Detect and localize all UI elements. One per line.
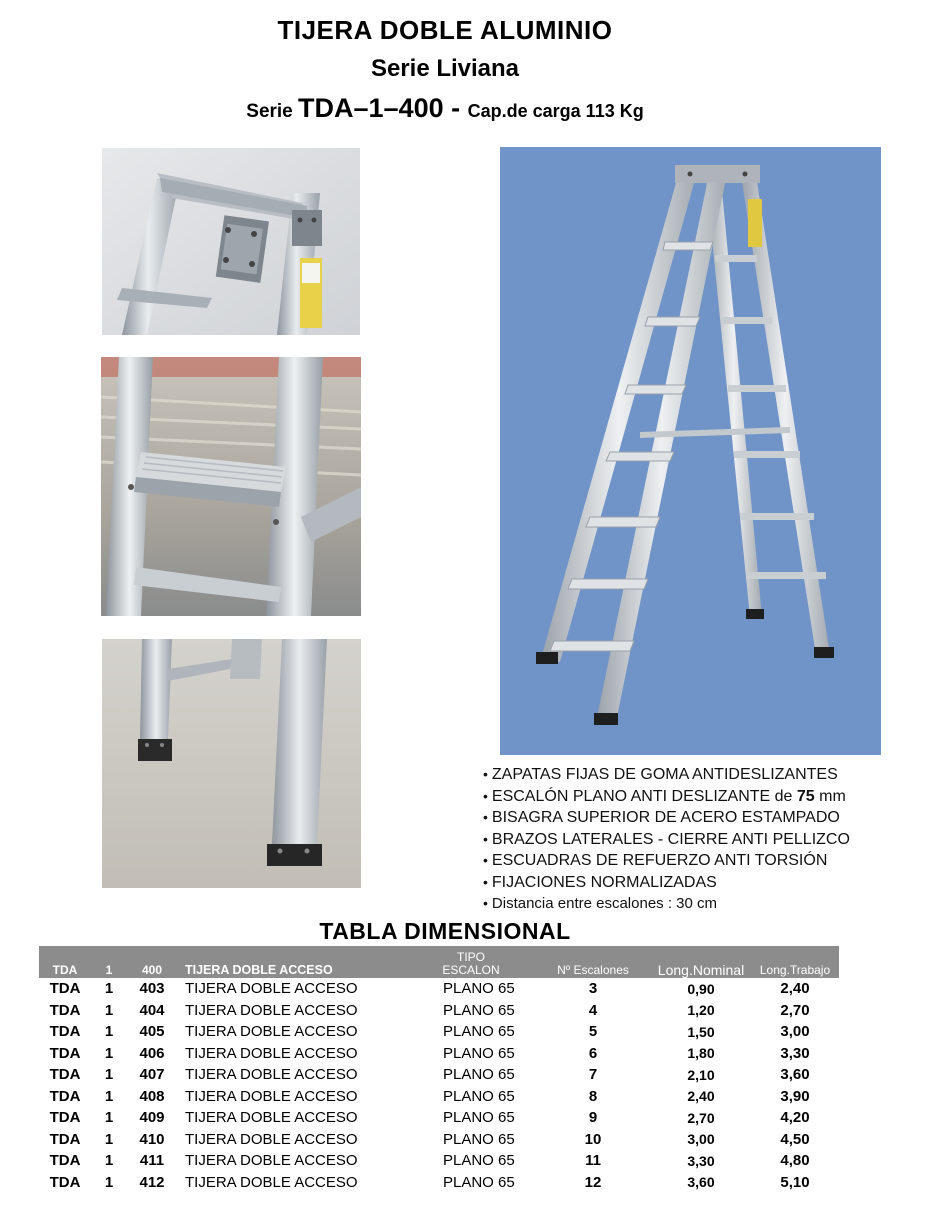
- cell-nominal-length: 3,00: [687, 1131, 715, 1148]
- cell-description: TIJERA DOBLE ACCESO: [185, 1173, 358, 1191]
- header-step-type: TIPO ESCALON: [407, 946, 535, 978]
- cell-step-type: PLANO 65: [443, 980, 515, 998]
- bullet-icon: •: [483, 895, 488, 911]
- cell-step-type: PLANO 65: [443, 1001, 515, 1019]
- header-step-count: Nº Escalones: [535, 946, 651, 978]
- cell-num: 1: [104, 1023, 114, 1041]
- cell-model: 409: [139, 1109, 165, 1127]
- cell-working-length: 2,40: [780, 980, 810, 998]
- cell-step-type: PLANO 65: [443, 1173, 515, 1191]
- cell-nominal-length: 2,70: [687, 1109, 715, 1126]
- cell-working-length: 3,30: [780, 1044, 810, 1062]
- cell-code: TDA: [49, 1109, 81, 1127]
- cell-step-type: PLANO 65: [443, 1152, 515, 1170]
- cell-model: 406: [139, 1044, 165, 1062]
- cell-code: TDA: [49, 1023, 81, 1041]
- cell-step-count: 8: [588, 1087, 598, 1105]
- feature-item: • BRAZOS LATERALES - CIERRE ANTI PELLIZCO: [483, 830, 850, 848]
- cell-step-count: 5: [588, 1023, 598, 1041]
- cell-num: 1: [104, 1066, 114, 1084]
- bullet-icon: •: [483, 852, 488, 868]
- cell-description: TIJERA DOBLE ACCESO: [185, 1066, 358, 1084]
- cell-num: 1: [104, 1087, 114, 1105]
- cell-nominal-length: 0,90: [687, 980, 715, 997]
- feature-item: • Distancia entre escalones : 30 cm: [483, 895, 718, 912]
- cell-model: 412: [139, 1173, 165, 1191]
- cell-nominal-length: 1,80: [687, 1045, 715, 1062]
- page-subtitle: Serie Liviana: [370, 55, 520, 82]
- cell-step-count: 4: [588, 1001, 598, 1019]
- cell-step-count: 9: [588, 1109, 598, 1127]
- table-row: [39, 1064, 839, 1086]
- cell-num: 1: [104, 1152, 114, 1170]
- table-row: [39, 1000, 839, 1022]
- cell-step-count: 7: [588, 1066, 598, 1084]
- bullet-icon: •: [483, 766, 488, 782]
- cell-code: TDA: [49, 1087, 81, 1105]
- feature-item: • ZAPATAS FIJAS DE GOMA ANTIDESLIZANTES: [483, 766, 838, 783]
- table-row: [39, 1021, 839, 1043]
- cell-step-count: 12: [584, 1173, 602, 1191]
- cell-num: 1: [104, 980, 114, 998]
- cell-num: 1: [104, 1130, 114, 1148]
- cell-model: 410: [139, 1130, 165, 1148]
- cell-step-type: PLANO 65: [443, 1087, 515, 1105]
- feature-item: • FIJACIONES NORMALIZADAS: [483, 873, 717, 891]
- cell-code: TDA: [49, 1044, 81, 1062]
- cell-num: 1: [104, 1109, 114, 1127]
- cell-description: TIJERA DOBLE ACCESO: [185, 1001, 358, 1019]
- cell-code: TDA: [49, 1152, 81, 1170]
- cell-nominal-length: 2,10: [687, 1066, 715, 1083]
- cell-nominal-length: 1,20: [687, 1002, 715, 1019]
- cell-description: TIJERA DOBLE ACCESO: [185, 1130, 358, 1148]
- bullet-icon: •: [483, 809, 488, 825]
- cell-step-type: PLANO 65: [443, 1023, 515, 1041]
- ladder-full-view-photo: [500, 147, 881, 755]
- cell-num: 1: [104, 1044, 114, 1062]
- dimension-table: [39, 946, 839, 1193]
- cell-working-length: 3,90: [780, 1087, 810, 1105]
- cell-step-type: PLANO 65: [443, 1130, 515, 1148]
- step-width-unit: mm: [814, 787, 846, 805]
- table-row: [39, 978, 839, 1000]
- series-line: [0, 93, 890, 124]
- cell-model: 411: [139, 1152, 165, 1170]
- cell-description: TIJERA DOBLE ACCESO: [185, 1152, 358, 1170]
- cell-nominal-length: 3,60: [687, 1174, 715, 1191]
- header-description: TIJERA DOBLE ACCESO: [177, 946, 407, 978]
- cell-code: TDA: [49, 1130, 81, 1148]
- cell-nominal-length: 2,40: [687, 1088, 715, 1105]
- cell-code: TDA: [49, 1066, 81, 1084]
- header-num: 1: [91, 946, 127, 978]
- bullet-icon: •: [483, 830, 488, 847]
- cell-step-count: 3: [588, 980, 598, 998]
- series-code: TDA–1–400: [298, 93, 444, 123]
- cell-description: TIJERA DOBLE ACCESO: [185, 1109, 358, 1127]
- page-title: TIJERA DOBLE ALUMINIO: [277, 15, 613, 45]
- series-prefix: Serie: [246, 101, 299, 122]
- cell-working-length: 4,80: [780, 1152, 810, 1170]
- cell-description: TIJERA DOBLE ACCESO: [185, 980, 358, 998]
- cell-model: 403: [139, 980, 165, 998]
- cell-step-count: 10: [584, 1130, 602, 1148]
- cell-step-type: PLANO 65: [443, 1044, 515, 1062]
- ladder-step-detail-photo: [101, 357, 361, 616]
- bullet-icon: •: [483, 873, 488, 890]
- cell-step-count: 6: [588, 1044, 598, 1062]
- table-row: [39, 1172, 839, 1194]
- cell-description: TIJERA DOBLE ACCESO: [185, 1023, 358, 1041]
- cell-num: 1: [104, 1173, 114, 1191]
- series-separator: -: [443, 93, 468, 123]
- header-working-length: Long.Trabajo: [751, 946, 839, 978]
- feature-item: • ESCUADRAS DE REFUERZO ANTI TORSIÓN: [483, 852, 828, 869]
- cell-working-length: 4,50: [780, 1130, 810, 1148]
- cell-model: 404: [139, 1001, 165, 1019]
- cell-description: TIJERA DOBLE ACCESO: [185, 1044, 358, 1062]
- cell-model: 407: [139, 1066, 165, 1084]
- cell-working-length: 3,60: [780, 1066, 810, 1084]
- table-title: TABLA DIMENSIONAL: [319, 918, 571, 944]
- features-list: [483, 764, 903, 915]
- cell-nominal-length: 3,30: [687, 1152, 715, 1169]
- header-code: TDA: [39, 946, 91, 978]
- cell-num: 1: [104, 1001, 114, 1019]
- table-row: [39, 1129, 839, 1151]
- table-body: [39, 978, 839, 1193]
- table-row: [39, 1150, 839, 1172]
- feature-item: • ESCALÓN PLANO ANTI DESLIZANTE de 75 mm: [483, 787, 846, 805]
- cell-code: TDA: [49, 980, 81, 998]
- cell-nominal-length: 1,50: [687, 1023, 715, 1040]
- cell-code: TDA: [49, 1001, 81, 1019]
- step-width-value: 75: [796, 787, 815, 805]
- cell-model: 405: [139, 1023, 165, 1041]
- cell-code: TDA: [49, 1173, 81, 1191]
- header-model: 400: [127, 946, 177, 978]
- bullet-icon: •: [483, 787, 488, 804]
- cell-description: TIJERA DOBLE ACCESO: [185, 1087, 358, 1105]
- cell-working-length: 5,10: [780, 1173, 810, 1191]
- cell-working-length: 3,00: [780, 1023, 810, 1041]
- cell-working-length: 2,70: [780, 1001, 810, 1019]
- table-row: [39, 1107, 839, 1129]
- table-header-row: [39, 946, 839, 978]
- cell-step-type: PLANO 65: [443, 1109, 515, 1127]
- header-nominal-length: Long.Nominal: [651, 946, 751, 978]
- table-row: [39, 1043, 839, 1065]
- load-capacity: Cap.de carga 113 Kg: [467, 101, 644, 121]
- ladder-rubber-feet-photo: [102, 639, 361, 888]
- feature-item: • BISAGRA SUPERIOR DE ACERO ESTAMPADO: [483, 809, 840, 826]
- cell-step-count: 11: [585, 1152, 601, 1170]
- ladder-top-hinge-photo: [102, 148, 360, 335]
- cell-working-length: 4,20: [780, 1109, 810, 1127]
- cell-model: 408: [139, 1087, 165, 1105]
- cell-step-type: PLANO 65: [443, 1066, 515, 1084]
- table-row: [39, 1086, 839, 1108]
